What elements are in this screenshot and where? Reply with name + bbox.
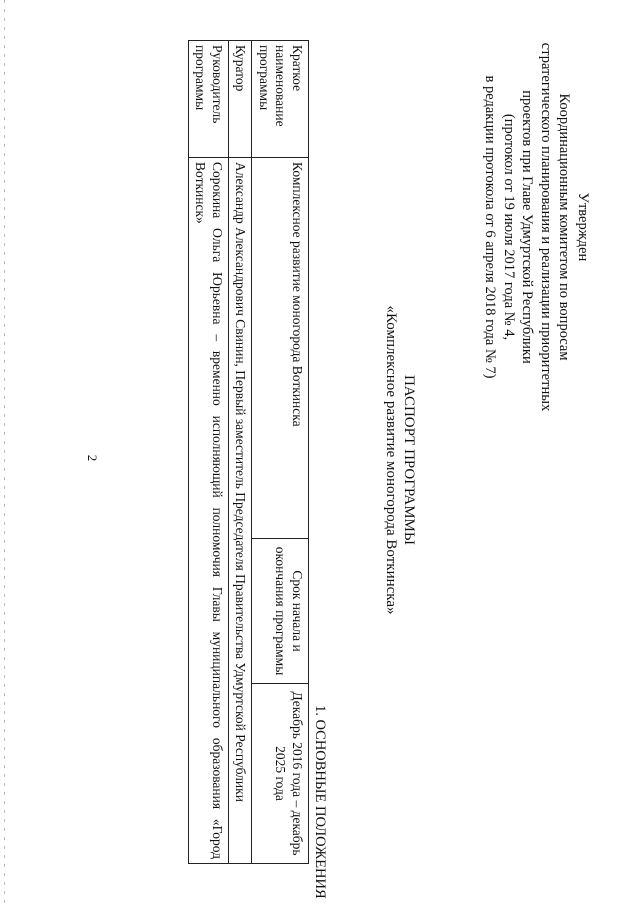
row-label: Краткое наименование программы <box>252 41 309 158</box>
section-title: 1. ОСНОВНЫЕ ПОЛОЖЕНИЯ <box>312 705 328 899</box>
row-value: Комплексное развитие моногорода Воткинска <box>252 158 309 539</box>
passport-heading <box>382 250 418 670</box>
approval-line: Координационным комитетом по вопросам <box>556 93 573 361</box>
approval-line: Утвержден <box>575 192 591 262</box>
table-row <box>189 41 229 864</box>
passport-subtitle: «Комплексное развитие моногорода Воткинска» <box>383 305 399 615</box>
row-value: Сорокина Ольга Юрьевна – временно исполняющий полномочия Главы муниципального образования «Город Воткинск» <box>189 158 229 864</box>
main-provisions-table <box>188 40 309 864</box>
approval-line: стратегического планирования и реализации приоритетных <box>538 42 554 412</box>
approval-line: в редакции протокола от 6 апреля 2018 года № 7) <box>482 75 499 379</box>
table-row <box>252 41 309 864</box>
row-value: Александр Александрович Свинин, Первый заместитель Председателя Правительства Удмуртской Республики <box>229 158 253 864</box>
row-label: Куратор <box>229 41 253 158</box>
passport-title: ПАСПОРТ ПРОГРАММЫ <box>401 375 417 545</box>
table-row <box>229 41 253 864</box>
page-number: 2 <box>85 454 100 462</box>
approval-line: проектов при Главе Удмуртской Республики <box>519 90 536 364</box>
term-label: Срок начала и окончания программы <box>252 539 309 684</box>
approval-line: (протокол от 19 июля 2017 года № 4, <box>501 113 517 341</box>
approval-block <box>481 27 592 427</box>
term-value: Декабрь 2016 года – декабрь 2025 года <box>252 684 309 864</box>
row-label: Руководитель программы <box>189 41 229 158</box>
